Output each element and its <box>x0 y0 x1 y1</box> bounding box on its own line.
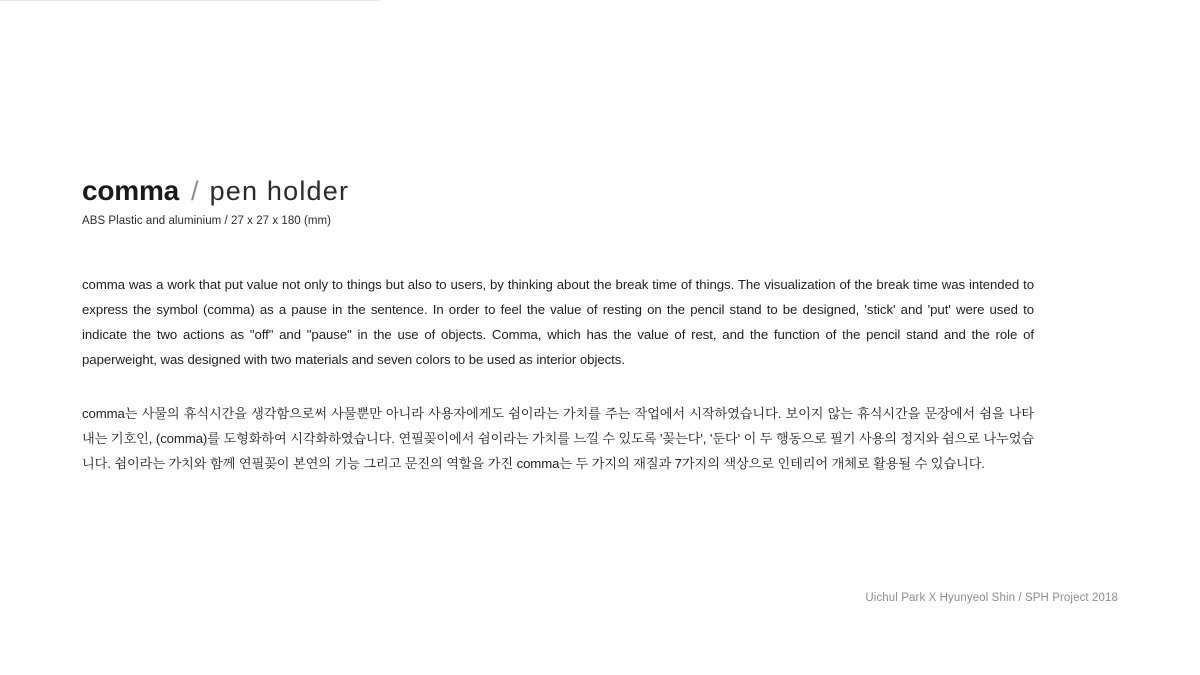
title-subtitle: pen holder <box>209 176 350 206</box>
document-content <box>82 176 1118 489</box>
title-main: comma <box>82 175 180 206</box>
top-divider <box>0 0 380 1</box>
product-spec: ABS Plastic and aluminium / 27 x 27 x 180 (mm) <box>82 214 332 227</box>
title-separator: / <box>191 176 199 206</box>
page-title <box>82 176 1118 207</box>
description-english: comma was a work that put value not only to things but also to users, by thinking about the break time of things. The visualization of the break time was intended to express the symbol (comma) as a pause in the sentence. In order to feel the value of resting on the pencil stand to be designed, 'stick' and 'put' were used to indicate the two actions as "off" and "pause" in the use of objects. Comma, which has the value of rest, and the function of the pencil stand and the role of paperweight, was designed with two materials and seven colors to be used as interior objects. <box>82 276 1034 367</box>
description-korean: comma는 사물의 휴식시간을 생각함으로써 사물뿐만 아니라 사용자에게도 쉼이라는 가치를 주는 작업에서 시작하였습니다. 보이지 않는 휴식시간을 문장에서 쉼을 나타내는 기호인, (comma)를 도형화하여 시각화하였습니다. 연필꽂이에서 쉼이라는 가치를 느낄 수 있도록 '꽂는다', '둔다' 이 두 행동으로 필기 사용의 정지와 쉼으로 나누었습니다. 쉼이라는 가치와 함께 연필꽂이 본연의 기능 그리고 문진의 역할을 가진 comma는 두 가지의 재질과 7가지의 색상으로 인테리어 개체로 활용될 수 있습니다. <box>82 405 1034 471</box>
credit-line: Uichul Park X Hyunyeol Shin / SPH Project 2018 <box>865 592 1118 604</box>
